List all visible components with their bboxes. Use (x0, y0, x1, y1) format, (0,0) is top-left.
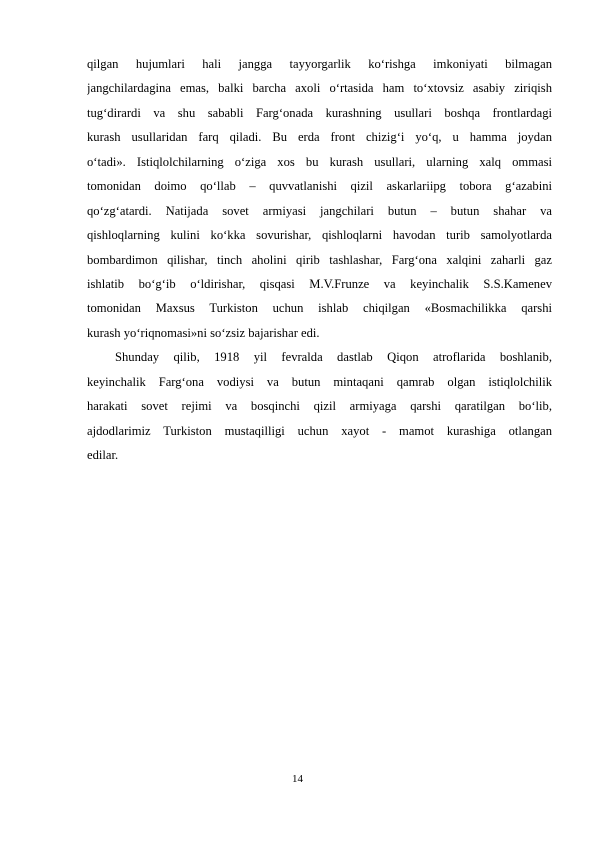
text-line: ajdodlarimiz Turkiston mustaqilligi uchun xayot - mamot kurashiga otlangan (87, 423, 552, 438)
text-line: qo‘zg‘atardi. Natijada sovet armiyasi jangchilari butun – butun shahar va (87, 203, 552, 218)
text-line: jangchilardagina emas, balki barcha axoli o‘rtasida ham to‘xtovsiz asabiy ziriqish (87, 81, 552, 96)
paragraph (87, 345, 552, 467)
text-line: tug‘dirardi va shu sababli Farg‘onada kurashning usullari boshqa frontlardagi (87, 105, 552, 120)
text-line: tomonidan doimo qo‘llab – quvvatlanishi qizil askarlariipg tobora g‘azabini (87, 179, 552, 194)
text-line: kurash usullaridan farq qiladi. Bu erda front chizig‘i yo‘q, u hamma joydan (87, 130, 552, 145)
text-line: qilgan hujumlari hali jangga tayyorgarlik ko‘rishga imkoniyati bilmagan (87, 57, 552, 71)
text-line: tomonidan Maxsus Turkiston uchun ishlab chiqilgan «Bosmachilikka qarshi (87, 301, 552, 316)
text-line: harakati sovet rejimi va bosqinchi qizil armiyaga qarshi qaratilgan bo‘lib, (87, 399, 552, 414)
text-line: bombardimon qilishar, tinch aholini qirib tashlashar, Farg‘ona xalqini zaharli gaz (87, 252, 552, 267)
page-number: 14 (292, 773, 303, 785)
text-line: kurash yo‘riqnomasi»ni so‘zsiz bajarishar edi. (87, 325, 320, 340)
text-line: qishloqlarning kulini ko‘kka sovurishar, qishloqlarni havodan turib samolyotlarda (87, 228, 552, 243)
body-text (87, 52, 552, 467)
text-line: keyinchalik Farg‘ona vodiysi va butun mintaqani qamrab olgan istiqlolchilik (87, 374, 552, 389)
text-line: ishlatib bo‘g‘ib o‘ldirishar, qisqasi M.V.Frunze va keyinchalik S.S.Kamenev (87, 276, 552, 291)
paragraph (87, 52, 552, 345)
text-line: Shunday qilib, 1918 yil fevralda dastlab Qiqon atroflarida boshlanib, (115, 350, 552, 365)
text-line: edilar. (87, 448, 119, 462)
text-line: o‘tadi». Istiqlolchilarning o‘ziga xos bu kurash usullari, ularning xalq ommasi (87, 154, 552, 169)
